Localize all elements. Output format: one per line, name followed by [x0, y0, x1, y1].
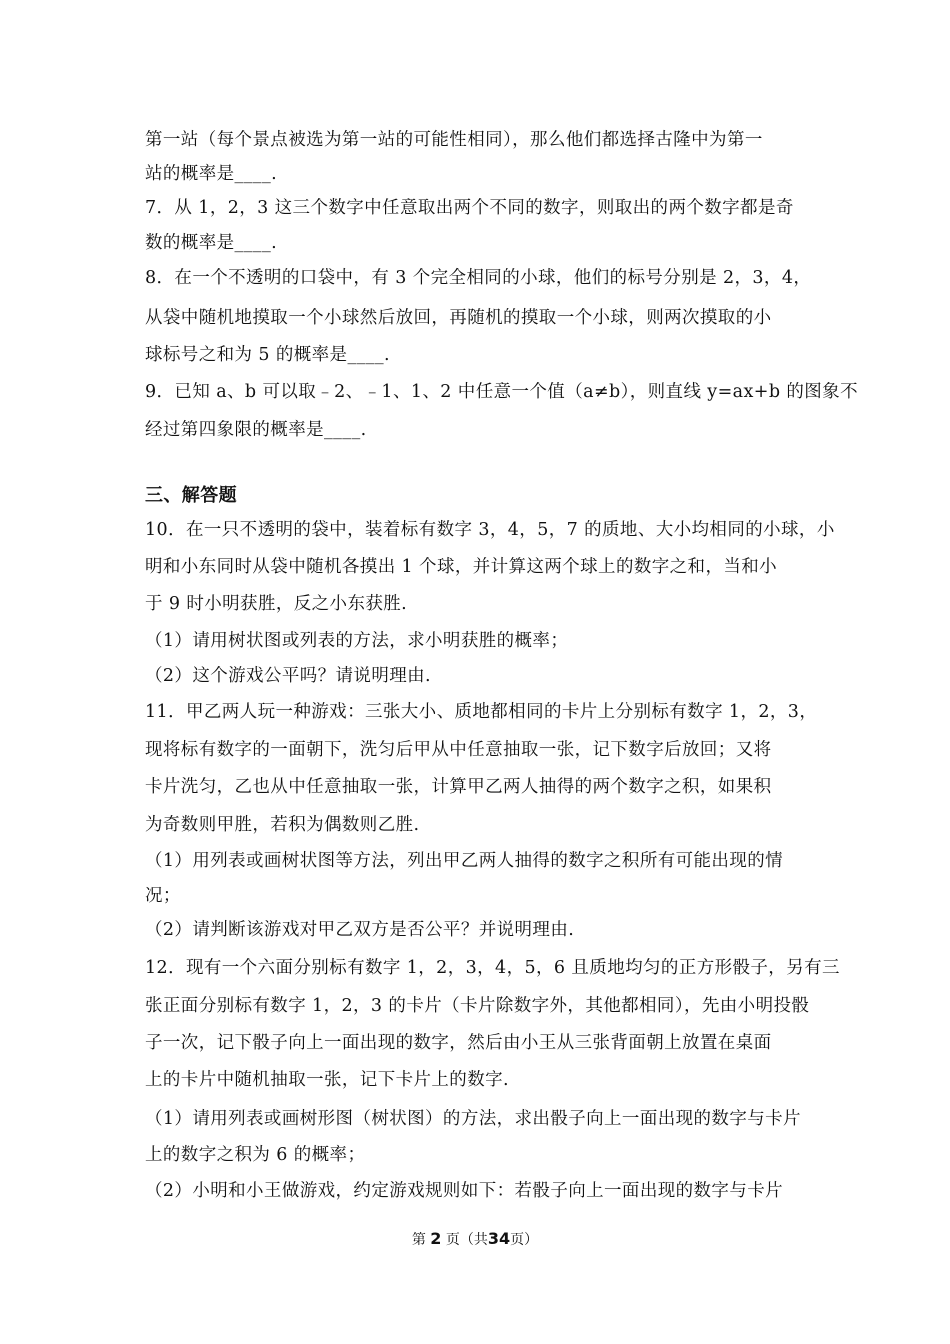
footer-middle: 页（共	[445, 1232, 488, 1248]
text-line: 子一次，记下骰子向上一面出现的数字，然后由小王从三张背面朝上放置在桌面	[145, 1033, 772, 1053]
text-line: 卡片洗匀，乙也从中任意抽取一张，计算甲乙两人抽得的两个数字之积，如果积	[145, 777, 772, 797]
question-7: 7．从 1，2，3 这三个数字中任意取出两个不同的数字，则取出的两个数字都是奇	[145, 198, 794, 218]
text-line: 从袋中随机地摸取一个小球然后放回，再随机的摸取一个小球，则两次摸取的小	[145, 308, 772, 328]
current-page-number: 2	[430, 1229, 442, 1248]
text-line: （1）请用列表或画树形图（树状图）的方法，求出骰子向上一面出现的数字与卡片	[145, 1109, 801, 1129]
question-11: 11．甲乙两人玩一种游戏：三张大小、质地都相同的卡片上分别标有数字 1，2，3，	[145, 702, 818, 722]
total-page-number: 34	[487, 1229, 511, 1248]
text-line: 经过第四象限的概率是____.	[145, 420, 367, 440]
text-line: 现将标有数字的一面朝下，洗匀后甲从中任意抽取一张，记下数字后放回；又将	[145, 740, 772, 760]
footer-suffix: 页）	[510, 1232, 539, 1248]
text-line: 第一站（每个景点被选为第一站的可能性相同），那么他们都选择古隆中为第一	[145, 130, 763, 150]
text-line: 上的卡片中随机抽取一张，记下卡片上的数字.	[145, 1070, 509, 1090]
text-line: （1）用列表或画树状图等方法，列出甲乙两人抽得的数字之积所有可能出现的情	[145, 851, 784, 871]
text-line: 球标号之和为 5 的概率是____.	[145, 345, 391, 365]
question-8: 8．在一个不透明的口袋中，有 3 个完全相同的小球，他们的标号分别是 2，3，4，	[145, 268, 812, 288]
text-line: （2）这个游戏公平吗？请说明理由.	[145, 666, 431, 686]
text-line: 站的概率是____.	[145, 164, 278, 184]
text-line: 况；	[145, 886, 181, 906]
section-heading: 三、解答题	[145, 485, 237, 506]
text-line: 为奇数则甲胜，若积为偶数则乙胜.	[145, 815, 420, 835]
text-line: 数的概率是____.	[145, 233, 278, 253]
text-line: （1）请用树状图或列表的方法，求小明获胜的概率；	[145, 631, 569, 651]
text-line: 明和小东同时从袋中随机各摸出 1 个球，并计算这两个球上的数字之和，当和小	[145, 557, 778, 577]
text-line: （2）请判断该游戏对甲乙双方是否公平？并说明理由.	[145, 920, 575, 940]
footer-prefix: 第	[411, 1232, 426, 1248]
text-line: 于 9 时小明获胜，反之小东获胜.	[145, 594, 408, 614]
text-line: （2）小明和小王做游戏，约定游戏规则如下：若骰子向上一面出现的数字与卡片	[145, 1181, 784, 1201]
question-10: 10．在一只不透明的袋中，装着标有数字 3，4，5，7 的质地、大小均相同的小球，小	[145, 520, 835, 540]
text-line: 张正面分别标有数字 1，2，3 的卡片（卡片除数字外，其他都相同），先由小明投骰	[145, 996, 810, 1016]
text-line: 上的数字之积为 6 的概率；	[145, 1145, 366, 1165]
question-9: 9．已知 a、b 可以取﹣2、﹣1、1、2 中任意一个值（a≠b），则直线 y=ax+b 的图象不	[145, 382, 858, 402]
page-footer	[0, 1229, 950, 1250]
question-12: 12．现有一个六面分别标有数字 1，2，3，4，5，6 且质地均匀的正方形骰子，另有三	[145, 958, 840, 978]
